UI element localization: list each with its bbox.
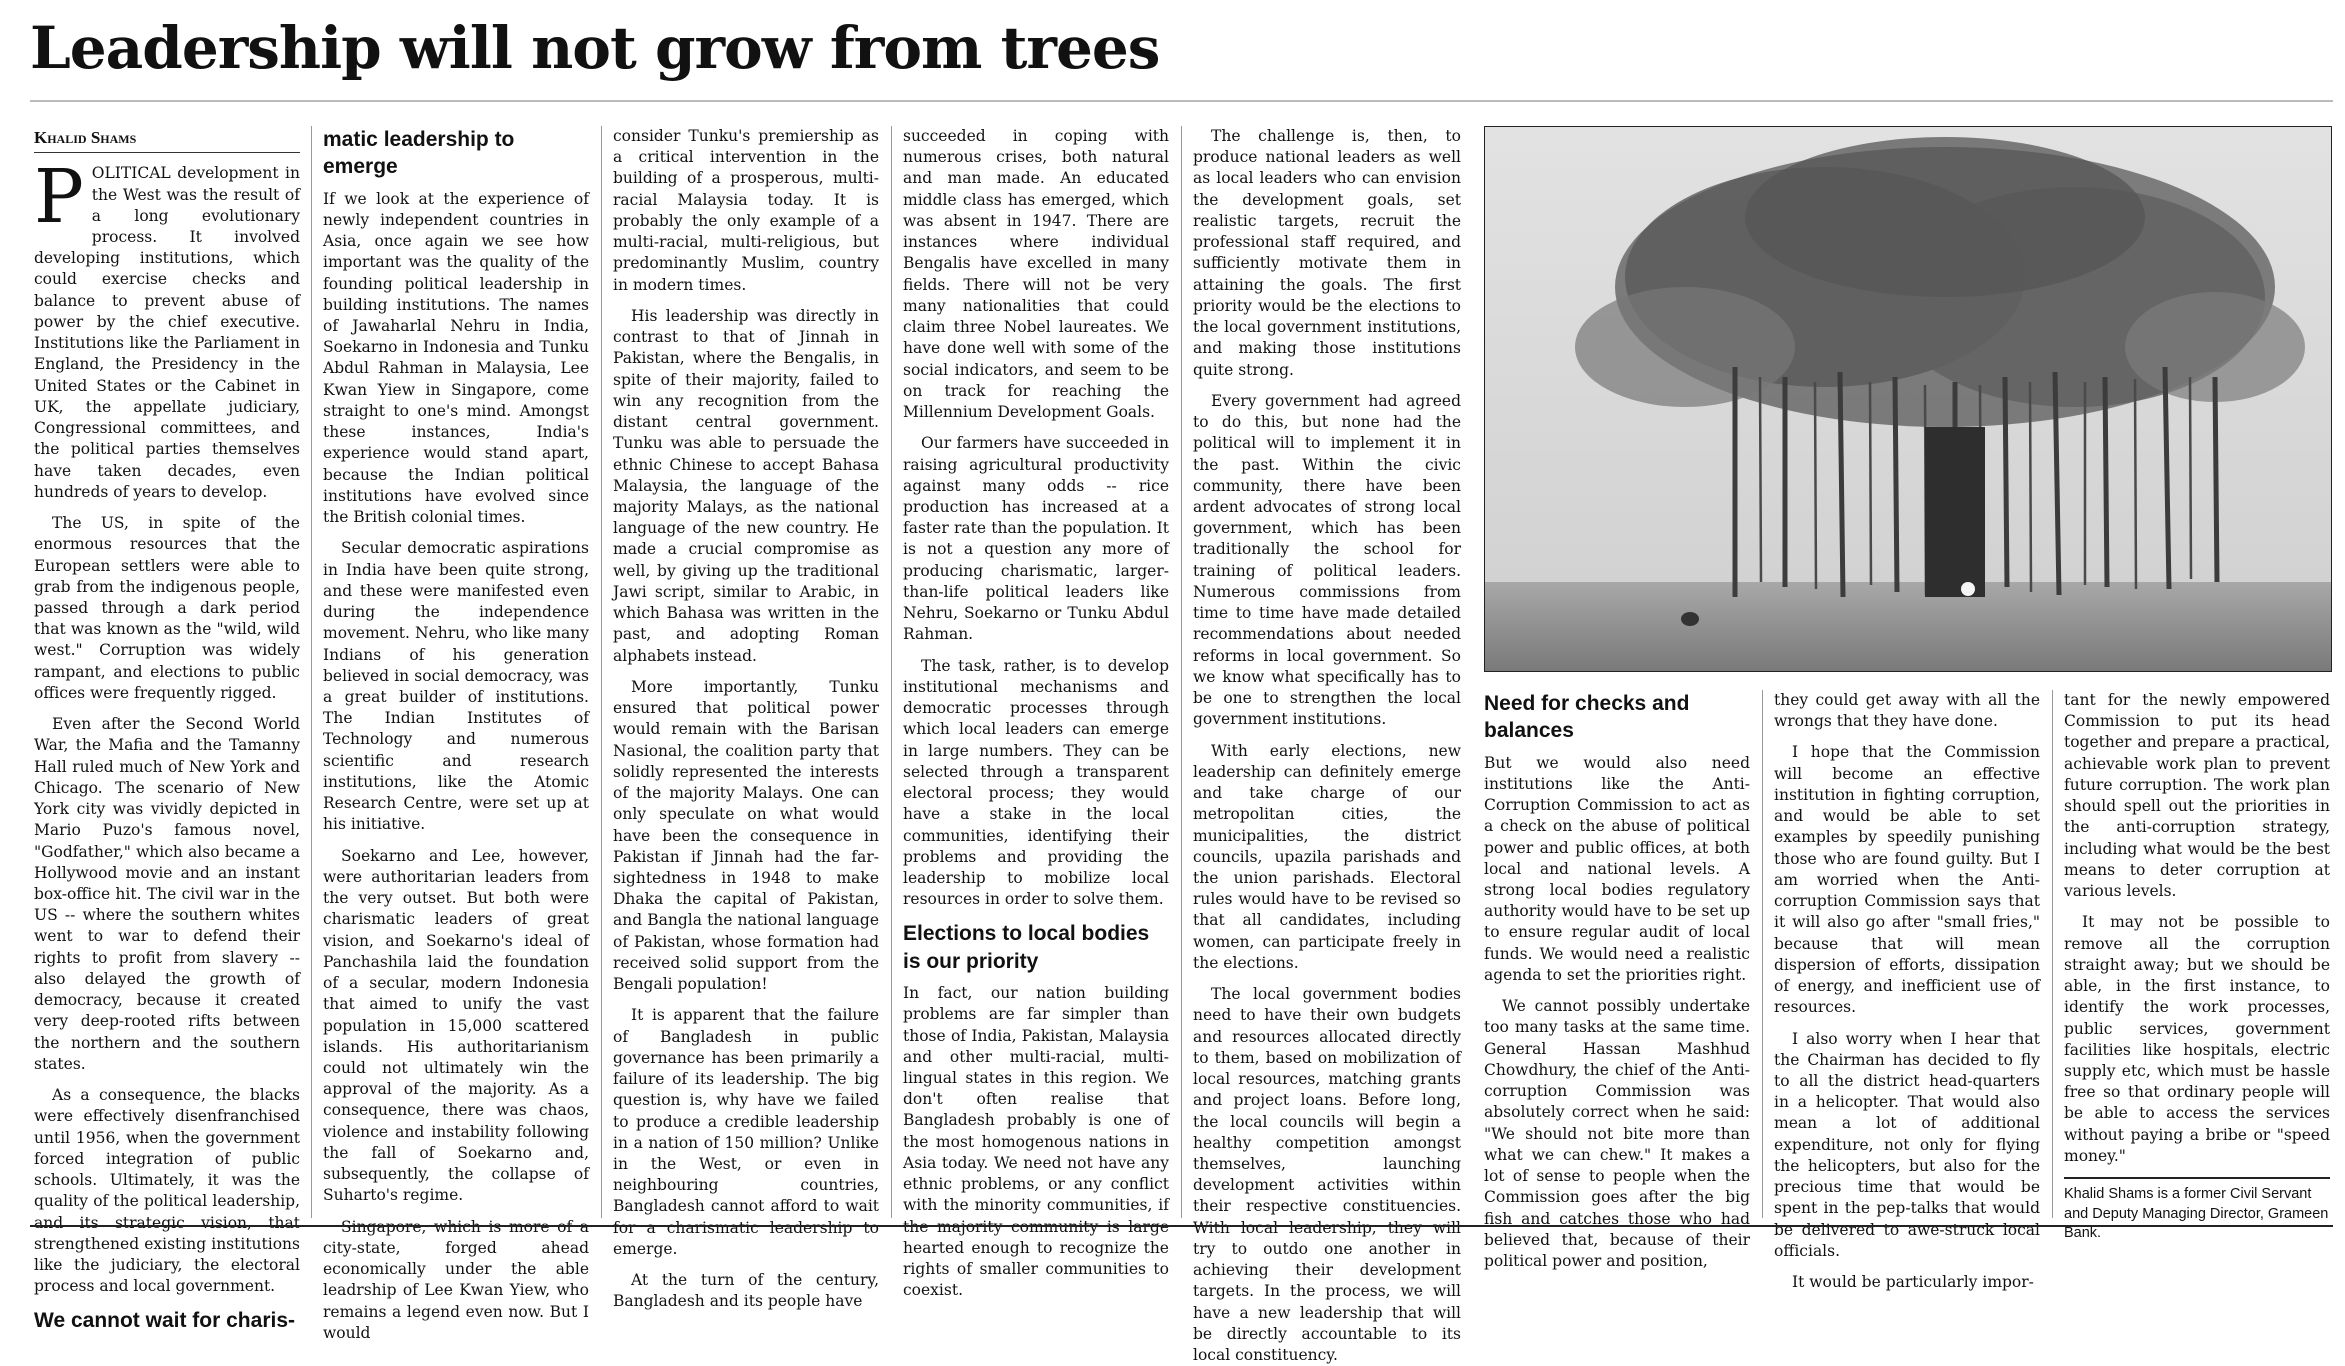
headline: Leadership will not grow from trees [30, 14, 1160, 82]
paragraph: I also worry when I hear that the Chairman has decided to fly to all the district head-quarters in a helicopter. That would also mean a lot of additional expenditure, not only for flying the helicopters, but also for the precious time that would be spent in the pep-talks that would be delivered to awe-struck local officials. [1774, 1029, 2040, 1260]
tree-illustration [1485, 127, 2331, 671]
paragraph: But we would also need institutions like the Anti-Corruption Commission to act as a check on the abuse of political power and public offices, at both local and national levels. A strong local bodies regulatory authority would have to be set up to ensure regular audit of local funds. We would need a realistic agenda to set the priorities right. [1484, 753, 1750, 984]
paragraph: they could get away with all the wrongs that they have done. [1774, 691, 2040, 731]
paragraph: POLITICAL development in the West was the result of a long evolutionary process. It involved developing institutions, which could exercise checks and balance to prevent abuse of power by the chief executive. Institutions like the Parliament in England, the Presidency in the United States or the Cabinet in UK, the appellate judiciary, Congressional committees, and the political parties themselves have taken decades, even hundreds of years to develop. [34, 154, 300, 501]
column-7 [1774, 690, 2040, 1292]
column-1 [34, 126, 300, 1333]
column-4 [903, 126, 1169, 1300]
paragraph: Singapore, which is more of a city-state, forged ahead economically under the able leadrship of Lee Kwan Yiew, who remains a legend even now. But I would [323, 1217, 589, 1342]
subheading: Need for checks and balances [1484, 692, 1690, 743]
column-rule [1762, 690, 1763, 1218]
column-5 [1193, 126, 1461, 1365]
paragraph: I hope that the Commission will become an effective institution in fighting corruption, and would be able to set examples by speedily punishing those who are found guilty. But I am worried when the Anti-corruption Commission says that it will also go after "small fries," because that will mean dispersion of efforts, dissipation of energy, and inefficient use of resources. [1774, 743, 2040, 1017]
column-rule [2052, 690, 2053, 1218]
paragraph: Secular democratic aspirations in India have been quite strong, and these were manifested even during the independence movement. Nehru, who like many Indians of his generation believed in social democracy, was a great builder of institutions. The Indian Institutes of Technology and numerous scientific and research institutions, like the Atomic Research Centre, were set up at his initiative. [323, 539, 589, 834]
paragraph: It would be particularly impor- [1792, 1273, 2034, 1292]
column-8 [2064, 690, 2330, 1242]
banyan-tree-photo [1484, 126, 2332, 672]
subheading: Elections to local bodies is our priority [903, 922, 1150, 973]
drop-cap: P [34, 154, 84, 241]
paragraph: As a consequence, the blacks were effectively disenfranchised until 1956, when the government forced integration of public schools. Ultimately, it was the quality of the political leadership, and its strategic vision, that strengthened existing institutions like the judiciary, the electoral process and local government. [34, 1086, 300, 1296]
byline: Khalid Shams [34, 126, 300, 153]
paragraph: tant for the newly empowered Commission to put its head together and prepare a practical, achievable work plan to prevent future corruption. The work plan should spell out the priorities in the anti-corruption strategy, including what would be the best means to deter corruption at various levels. [2064, 691, 2330, 901]
paragraph: Our farmers have succeeded in raising agricultural productivity against many odds -- rice production has increased at a faster rate than the population. It is not a question any more of producing charismatic, larger-than-life political leaders like Nehru, Soekarno or Tunku Abdul Rahman. [903, 434, 1169, 644]
bottom-rule [30, 1225, 2333, 1227]
column-rule [601, 126, 602, 1218]
paragraph: succeeded in coping with numerous crises, both natural and man made. An educated middle class has emerged, which was absent in 1947. There are instances where individual Bengalis have excelled in many fields. There will not be very many nationalities that could claim three Nobel laureates. We have done well with some of the social indicators, and seem to be on track for reaching the Millennium Development Goals. [903, 127, 1169, 422]
paragraph: If we look at the experience of newly independent countries in Asia, once again we see how important was the quality of the founding political leadership in building institutions. The names of Jawaharlal Nehru in India, Soekarno in Indonesia and Tunku Abdul Rahman in Malaysia, Lee Kwan Yiew in Singapore, come straight to one's mind. Amongst these instances, India's experience would stand apart, because the Indian political institutions have evolved since the British colonial times. [323, 189, 589, 527]
paragraph: The US, in spite of the enormous resources that the European settlers were able to grab from the indigenous people, passed through a dark period that was known as the "wild, wild west." Corruption was widely rampant, and elections to public offices were frequently rigged. [34, 514, 300, 702]
subheading: We cannot wait for charis- [34, 1309, 295, 1333]
paragraph: With early elections, new leadership can definitely emerge and take charge of our metropolitan cities, the municipalities, the district councils, upazila parishads and the union parishads. Electoral rules would have to be revised so that all candidates, including women, can participate freely in the elections. [1193, 741, 1461, 972]
top-separator [30, 100, 2333, 102]
paragraph: At the turn of the century, Bangladesh and its people have [613, 1271, 879, 1311]
subheading: matic leadership to emerge [323, 128, 515, 179]
paragraph: It may not be possible to remove all the corruption straight away; but we should be able, in the first instance, to identify the work processes, public services, government facilities like hospitals, electric supply etc, which must be hassle free so that ordinary people will be able to access the services without paying a bribe or "speed money." [2064, 913, 2330, 1165]
paragraph: The challenge is, then, to produce national leaders as well as local leaders who can envision the development goals, set realistic targets, recruit the professional staff required, and sufficiently motivate them in attaining the goals. The first priority would be the elections to the local government institutions, and making those institutions quite strong. [1193, 127, 1461, 379]
column-rule [311, 126, 312, 1218]
paragraph: The local government bodies need to have their own budgets and resources allocated directly to them, based on mobilization of local resources, matching grants and project loans. Before long, the local councils will begin a healthy competition amongst themselves, launching development activities within their respective constituencies. With local leadership, they will try to outdo one another in achieving their development targets. In the process, we will have a new leadership that will be directly accountable to its local constituency. [1193, 985, 1461, 1365]
column-rule [1181, 126, 1182, 1218]
paragraph: It is apparent that the failure of Bangladesh in public governance has been primarily a failure of its leadership. The big question is, why have we failed to produce a credible leadership in a nation of 150 million? Unlike in the West, or even in neighbouring countries, Bangladesh cannot afford to wait for a charismatic leadership to emerge. [613, 1006, 879, 1258]
column-6 [1484, 690, 1750, 1270]
paragraph: The task, rather, is to develop institutional mechanisms and democratic processes through which local leaders can emerge in large numbers. They can be selected through a transparent electoral process; they would have a stake in the local communities, identifying their problems and providing the leadership to mobilize local resources in order to solve them. [903, 656, 1169, 909]
paragraph: Soekarno and Lee, however, were authoritarian leaders from the very outset. But both were charismatic leaders of great vision, and Soekarno's ideal of Panchashila laid the foundation of a secular, modern Indonesia that aimed to unify the vast population in 15,000 scattered islands. His authoritarianism could not ultimately win the approval of the majority. As a consequence, there was chaos, violence and instability following the fall of Soekarno and, subsequently, the collapse of Suharto's regime. [323, 846, 589, 1205]
paragraph: In fact, our nation building problems are far simpler than those of India, Pakistan, Malaysia and other multi-racial, multi-lingual states in this region. We don't often realise that Bangladesh probably is one of the most homogenous nations in Asia today. We need not have any ethnic problems, or any conflict with the minority communities, if the majority community is large hearted enough to recognize the rights of smaller communities to coexist. [903, 984, 1169, 1300]
paragraph: Even after the Second World War, the Mafia and the Tamanny Hall ruled much of New York and Chicago. The scenario of New York city was vividly depicted in Mario Puzo's famous novel, "Godfather," which also became a Hollywood movie and an instant box-office hit. The civil war in the US -- where the southern whites went to war to defend their rights to profit from slavery -- also delayed the growth of democracy, because it created very deep-rooted rifts between the northern and the southern states. [34, 715, 300, 1073]
column-rule [891, 126, 892, 1218]
paragraph: consider Tunku's premiership as a critical intervention in the building of a prosperous, multi-racial Malaysia today. It is probably the only example of a multi-racial, multi-religious, but predominantly Muslim, country in modern times. [613, 127, 879, 294]
paragraph: More importantly, Tunku ensured that political power would remain with the Barisan Nasional, the coalition party that solidly represented the interests of the majority Malays. One can only speculate on what would have been the consequence in Pakistan if Jinnah had the far-sightedness in 1948 to make Dhaka the capital of Pakistan, and Bangla the national language of Pakistan, whose formation had received solid support from the Bengali population! [613, 677, 879, 994]
paragraph: His leadership was directly in contrast to that of Jinnah in Pakistan, where the Bengalis, in spite of their majority, failed to win any recognition from the distant central government. Tunku was able to persuade the ethnic Chinese to accept Bahasa Malaysia, the language of the majority Malays, as the national language of the new country. He made a crucial compromise as well, by giving up the traditional Jawi script, similar to Arabic, in which Bahasa was written in the past, and adopting Roman alphabets instead. [613, 306, 879, 665]
column-3 [613, 126, 879, 1311]
column-2 [323, 126, 589, 1342]
author-bio: Khalid Shams is a former Civil Servant and Deputy Managing Director, Grameen Bank. [2064, 1177, 2330, 1244]
paragraph: We cannot possibly undertake too many tasks at the same time. General Hassan Mashhud Chowdhury, the chief of the Anti-corruption Commission was absolutely correct when he said: "We should not bite more than what we can chew." It makes a lot of sense to people when the Commission goes after the big fish and catches those who had believed that, because of their political power and position, [1484, 997, 1750, 1270]
paragraph: Every government had agreed to do this, but none had the political will to implement it in the past. Within the civic community, there have been ardent advocates of strong local government, which has been traditionally the school for training of political leaders. Numerous commissions from time to time have made detailed recommendations about needed reforms in local government. So we know what specifically has to be one to strengthen the local government institutions. [1193, 391, 1461, 729]
